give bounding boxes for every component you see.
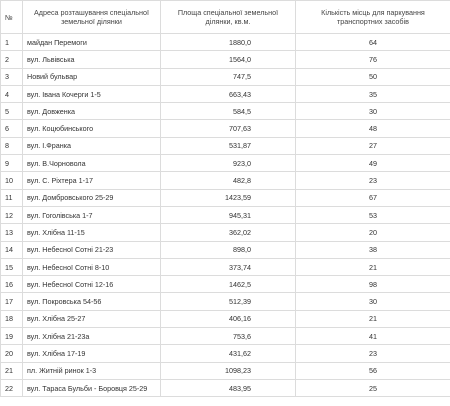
- row-number: 4: [1, 85, 23, 102]
- row-parking: 38: [296, 241, 450, 258]
- header-number: №: [1, 1, 23, 34]
- row-area: 406,16: [161, 310, 296, 327]
- row-parking: 48: [296, 120, 450, 137]
- row-number: 12: [1, 206, 23, 223]
- row-address: майдан Перемоги: [23, 34, 161, 51]
- row-number: 16: [1, 276, 23, 293]
- row-address: вул. Тараса Бульби - Боровця 25-29: [23, 379, 161, 396]
- row-area: 1423,59: [161, 189, 296, 206]
- row-area: 663,43: [161, 85, 296, 102]
- table-row: [1, 276, 450, 293]
- row-number: 5: [1, 103, 23, 120]
- row-number: 13: [1, 224, 23, 241]
- row-number: 3: [1, 68, 23, 85]
- row-number: 15: [1, 258, 23, 275]
- row-address: вул. Довженка: [23, 103, 161, 120]
- row-area: 923,0: [161, 155, 296, 172]
- row-parking: 35: [296, 85, 450, 102]
- row-number: 6: [1, 120, 23, 137]
- row-number: 21: [1, 362, 23, 379]
- row-area: 431,62: [161, 345, 296, 362]
- row-number: 18: [1, 310, 23, 327]
- row-parking: 27: [296, 137, 450, 154]
- row-address: вул. Небесної Сотні 12-16: [23, 276, 161, 293]
- row-parking: 76: [296, 51, 450, 68]
- row-area: 1880,0: [161, 34, 296, 51]
- row-parking: 41: [296, 328, 450, 345]
- table-row: [1, 258, 450, 275]
- table-row: [1, 362, 450, 379]
- row-area: 362,02: [161, 224, 296, 241]
- row-address: вул. Івана Кочерги 1-5: [23, 85, 161, 102]
- table-row: [1, 120, 450, 137]
- row-area: 1462,5: [161, 276, 296, 293]
- row-address: вул. І.Франка: [23, 137, 161, 154]
- table-row: [1, 206, 450, 223]
- table-row: [1, 103, 450, 120]
- row-parking: 25: [296, 379, 450, 396]
- row-address: пл. Житній ринок 1-3: [23, 362, 161, 379]
- header-area: Площа спеціальної земельної ділянки, кв.м.: [161, 1, 296, 34]
- row-number: 20: [1, 345, 23, 362]
- table-row: [1, 224, 450, 241]
- table-row: [1, 328, 450, 345]
- row-parking: 49: [296, 155, 450, 172]
- row-parking: 20: [296, 224, 450, 241]
- table-row: [1, 85, 450, 102]
- table-row: [1, 379, 450, 396]
- row-area: 482,8: [161, 172, 296, 189]
- table-row: [1, 189, 450, 206]
- row-number: 9: [1, 155, 23, 172]
- row-parking: 50: [296, 68, 450, 85]
- header-parking: Кількість місць для паркування транспортних засобів: [296, 1, 450, 34]
- row-address: вул. Хлібна 11-15: [23, 224, 161, 241]
- row-address: вул. С. Ріхтера 1-17: [23, 172, 161, 189]
- table-row: [1, 345, 450, 362]
- row-area: 584,5: [161, 103, 296, 120]
- table-row: [1, 241, 450, 258]
- row-area: 531,87: [161, 137, 296, 154]
- table-row: [1, 68, 450, 85]
- row-parking: 23: [296, 345, 450, 362]
- table-header-row: [1, 1, 450, 34]
- table-row: [1, 293, 450, 310]
- table-row: [1, 34, 450, 51]
- table-row: [1, 310, 450, 327]
- row-address: вул. В.Чорновола: [23, 155, 161, 172]
- row-address: вул. Покровська 54-56: [23, 293, 161, 310]
- row-parking: 21: [296, 310, 450, 327]
- row-number: 22: [1, 379, 23, 396]
- row-address: вул. Небесної Сотні 21-23: [23, 241, 161, 258]
- row-parking: 98: [296, 276, 450, 293]
- row-parking: 30: [296, 103, 450, 120]
- row-number: 14: [1, 241, 23, 258]
- header-address: Адреса розташування спеціальної земельної ділянки: [23, 1, 161, 34]
- row-address: вул. Небесної Сотні 8-10: [23, 258, 161, 275]
- row-number: 11: [1, 189, 23, 206]
- row-number: 10: [1, 172, 23, 189]
- row-parking: 56: [296, 362, 450, 379]
- row-area: 483,95: [161, 379, 296, 396]
- row-area: 373,74: [161, 258, 296, 275]
- row-area: 898,0: [161, 241, 296, 258]
- row-area: 512,39: [161, 293, 296, 310]
- row-address: вул. Львівська: [23, 51, 161, 68]
- row-address: вул. Хлібна 17-19: [23, 345, 161, 362]
- row-address: вул. Коцюбинського: [23, 120, 161, 137]
- row-number: 2: [1, 51, 23, 68]
- row-area: 1564,0: [161, 51, 296, 68]
- table-row: [1, 137, 450, 154]
- row-number: 19: [1, 328, 23, 345]
- row-parking: 64: [296, 34, 450, 51]
- row-address: Новий бульвар: [23, 68, 161, 85]
- row-address: вул. Хлібна 21-23а: [23, 328, 161, 345]
- row-parking: 30: [296, 293, 450, 310]
- row-area: 1098,23: [161, 362, 296, 379]
- row-number: 8: [1, 137, 23, 154]
- table-row: [1, 51, 450, 68]
- row-address: вул. Хлібна 25-27: [23, 310, 161, 327]
- table-row: [1, 155, 450, 172]
- row-parking: 67: [296, 189, 450, 206]
- row-area: 747,5: [161, 68, 296, 85]
- row-area: 753,6: [161, 328, 296, 345]
- row-address: вул. Гоголівська 1-7: [23, 206, 161, 223]
- row-parking: 23: [296, 172, 450, 189]
- row-area: 945,31: [161, 206, 296, 223]
- table-body: [1, 34, 450, 397]
- row-number: 17: [1, 293, 23, 310]
- row-area: 707,63: [161, 120, 296, 137]
- row-address: вул. Домбровського 25-29: [23, 189, 161, 206]
- row-number: 1: [1, 34, 23, 51]
- row-parking: 21: [296, 258, 450, 275]
- table-row: [1, 172, 450, 189]
- row-parking: 53: [296, 206, 450, 223]
